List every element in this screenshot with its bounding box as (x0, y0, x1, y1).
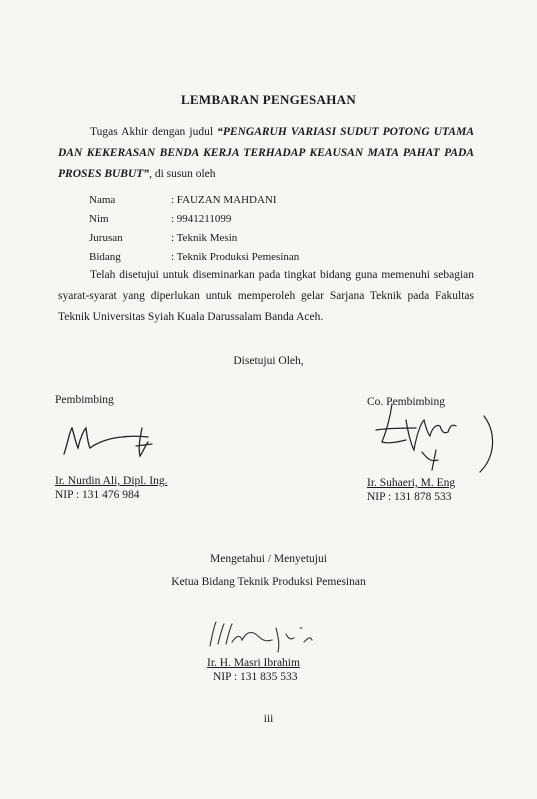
info-row-nama (89, 191, 299, 210)
approval-text: Telah disetujui untuk diseminarkan pada tingkat bidang guna memenuhi sebagian syarat-syarat yang diperlukan untuk memperoleh gelar Sarjana Teknik pada Fakultas Teknik Universitas Syiah Kuala Darussalam Banda Aceh. (58, 269, 474, 323)
info-value: : Teknik Produksi Pemesinan (171, 251, 300, 263)
co-supervisor-name: Ir. Suhaeri, M. Eng (367, 477, 456, 489)
info-label: Jurusan (89, 232, 123, 244)
head-nip: NIP : 131 835 533 (213, 671, 298, 683)
co-supervisor-signature (368, 398, 500, 484)
info-label: Nama (89, 194, 116, 206)
info-value: : 9941211099 (171, 213, 232, 225)
info-label: Nim (89, 213, 109, 225)
intro-paragraph (58, 122, 474, 185)
info-value: : Teknik Mesin (171, 232, 238, 244)
info-value: : FAUZAN MAHDANI (171, 194, 277, 206)
approved-by: Disetujui Oleh, (233, 355, 304, 367)
approval-paragraph (58, 265, 474, 328)
supervisor-label: Pembimbing (55, 394, 114, 406)
student-info (89, 191, 299, 267)
intro-prefix: Tugas Akhir dengan judul (90, 126, 218, 138)
supervisor-nip: NIP : 131 476 984 (55, 489, 140, 501)
info-row-nim (89, 210, 299, 229)
intro-suffix: , di susun oleh (149, 168, 216, 180)
co-supervisor-label: Co. Pembimbing (367, 396, 445, 408)
supervisor-name: Ir. Nurdin Ali, Dipl. Ing. (55, 475, 168, 487)
head-name: Ir. H. Masri Ibrahim (207, 657, 300, 669)
info-label: Bidang (89, 251, 121, 263)
page-number: iii (263, 713, 274, 725)
thesis-title: “PENGARUH VARIASI SUDUT POTONG UTAMA DAN KEKERASAN BENDA KERJA TERHADAP KEAUSAN MATA PAHAT PADA PROSES BUBUT” (58, 126, 475, 180)
supervisor-signature (60, 420, 160, 464)
info-row-jurusan (89, 229, 299, 248)
head-signature (200, 614, 330, 658)
head-line-1: Mengetahui / Menyetujui (210, 553, 327, 565)
head-line-2: Ketua Bidang Teknik Produksi Pemesinan (171, 576, 366, 588)
page-title: LEMBARAN PENGESAHAN (180, 92, 357, 107)
co-supervisor-nip: NIP : 131 878 533 (367, 491, 452, 503)
